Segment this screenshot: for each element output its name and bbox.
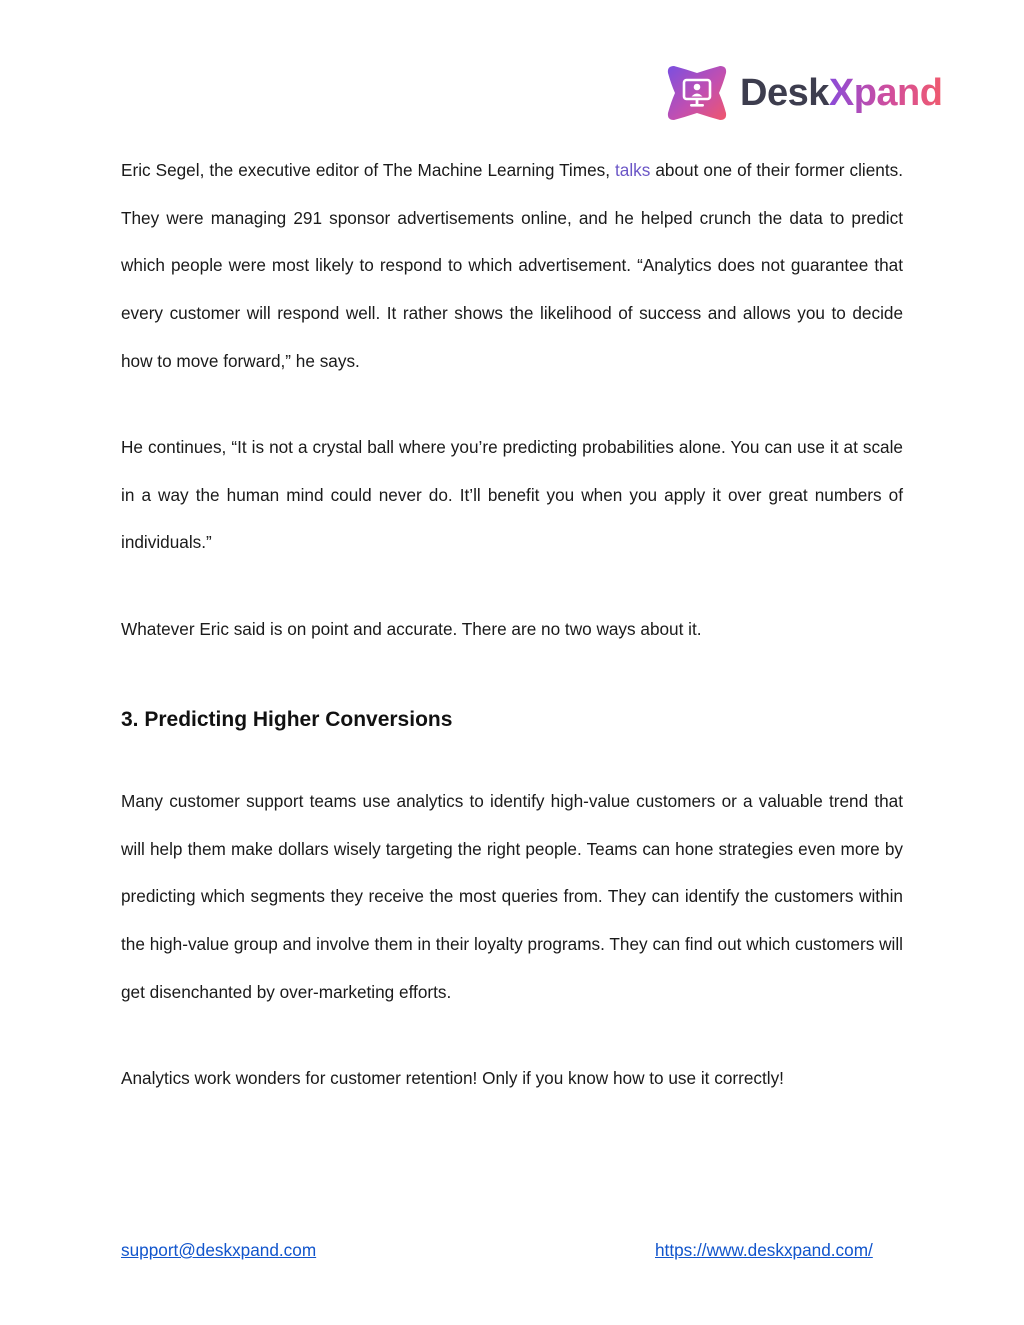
paragraph-retention: Analytics work wonders for customer retention! Only if you know how to use it correctly! bbox=[121, 1068, 784, 1088]
brand-name-desk: Desk bbox=[740, 72, 829, 114]
paragraph-text: about one of their former clients. They were managing 291 sponsor advertisements online, and he helped crunch the data to predict which people were most likely to respond to which advertisement. “Analytics does not guarantee that every customer will respond well. It rather shows the likelihood of success and allows you to decide how to move forward,” he says. bbox=[121, 160, 904, 371]
section-heading: 3. Predicting Higher Conversions bbox=[121, 708, 453, 731]
paragraph-eric-segel bbox=[121, 147, 903, 386]
paragraph-text: Eric Segel, the executive editor of The Machine Learning Times, bbox=[121, 160, 616, 180]
paragraph-customer-support: Many customer support teams use analytics to identify high-value customers or a valuable trend that will help them make dollars wisely targeting the right people. Teams can hone strategies even more by predicting which segments they receive the most queries from. They can identify the customers within the high-value group and involve them in their loyalty programs. They can find out which customers will get disenchanted by over-marketing efforts. bbox=[121, 791, 903, 1002]
monitor-person-icon bbox=[664, 60, 730, 126]
brand-wordmark bbox=[740, 74, 942, 112]
footer-website-link[interactable]: https://www.deskxpand.com/ bbox=[655, 1240, 873, 1260]
paragraph-on-point: Whatever Eric said is on point and accurate. There are no two ways about it. bbox=[121, 619, 702, 639]
talks-link[interactable]: talks bbox=[615, 160, 651, 180]
footer-email-link[interactable]: support@deskxpand.com bbox=[121, 1240, 317, 1260]
brand-logo bbox=[664, 60, 942, 126]
paragraph-he-continues: He continues, “It is not a crystal ball where you’re predicting probabilities alone. You can use it at scale in a way the human mind could never do. It’ll benefit you when you apply it over great numbers of individuals.” bbox=[121, 437, 903, 553]
brand-name-xpand: Xpand bbox=[828, 72, 943, 114]
